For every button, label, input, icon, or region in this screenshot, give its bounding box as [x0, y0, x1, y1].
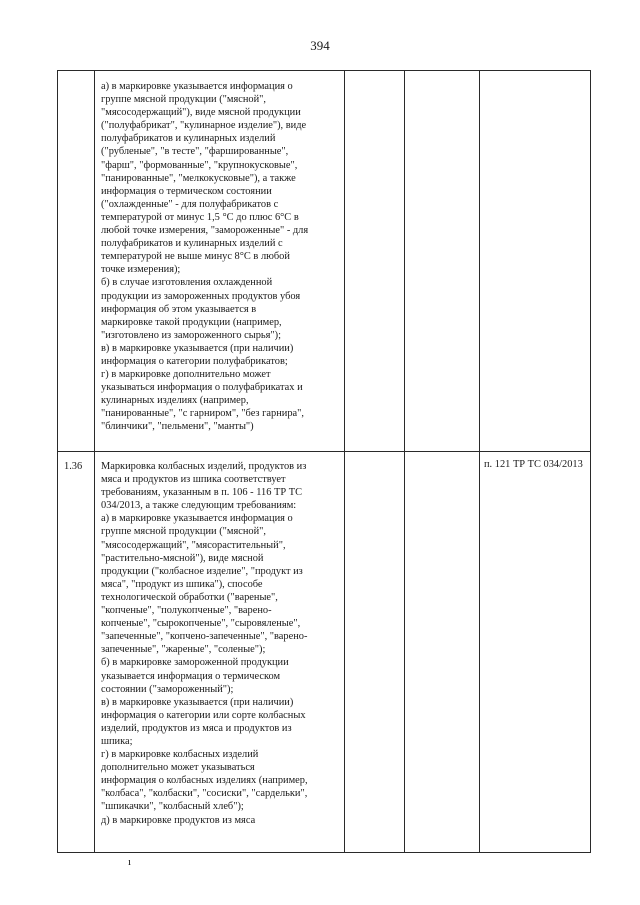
column-border-left [57, 70, 58, 853]
row-number: 1.36 [64, 461, 83, 472]
requirement-line: "фарш", "формованные", "крупнокусковые", [101, 159, 298, 171]
requirement-line: любой точке измерения, "замороженные" - для [101, 225, 309, 237]
requirement-line: информация об этом указывается в [101, 303, 257, 315]
requirement-line: температурой не выше минус 8°С в любой [101, 251, 290, 263]
reference-text: п. 121 ТР ТС 034/2013 [484, 459, 583, 470]
requirement-line: изделий, продуктов из мяса и продуктов из [101, 722, 292, 734]
requirement-line: "колбаса", "колбаски", "сосиски", "сардельки", [101, 788, 308, 800]
requirement-line: ("охлажденные" - для полуфабрикатов с [101, 198, 279, 210]
requirement-line: точке измерения); [101, 264, 181, 276]
requirement-text [101, 460, 308, 827]
footer-mark: ı [128, 856, 132, 868]
requirement-line: продукции ("колбасное изделие", "продукт из [101, 565, 303, 577]
table-bottom-border [57, 852, 591, 853]
requirement-line: мяса", "продукт из шпика"), способе [101, 578, 263, 590]
requirement-line: информация о термическом состоянии [101, 185, 272, 197]
requirement-line: 034/2013, а также следующим требованиям: [101, 500, 297, 512]
requirement-line: в) в маркировке указывается (при наличии) [101, 342, 294, 354]
requirement-line: дополнительно может указываться [101, 762, 255, 774]
requirement-line: указывается информация о термическом [101, 670, 281, 682]
requirement-line: полуфабрикатов и кулинарных изделий [101, 133, 276, 145]
requirement-line: "мясосодержащий"), виде мясной продукции [101, 107, 301, 119]
requirement-line: ("рубленые", "в тесте", "фаршированные", [101, 146, 289, 158]
requirement-line: "блинчики", "пельмени", "манты") [101, 421, 254, 433]
requirement-line: маркировке такой продукции (например, [101, 316, 282, 328]
requirement-line: запеченные", "жареные", "соленые"); [101, 644, 266, 656]
column-border-2 [344, 70, 345, 853]
requirement-line: г) в маркировке дополнительно может [101, 369, 271, 381]
requirement-line: "растительно-мясной"), виде мясной [101, 552, 264, 564]
column-border-1 [94, 70, 95, 853]
requirement-line: "запеченные", "копчено-запеченные", "варено- [101, 631, 308, 643]
column-border-4 [479, 70, 480, 853]
requirement-line: полуфабрикатов и кулинарных изделий с [101, 238, 283, 250]
requirement-line: копченые", "сырокопченые", "сыровяленые", [101, 618, 301, 630]
requirement-line: "панированные", "мелкокусковые"), а также [101, 172, 296, 184]
requirement-line: информация о категории полуфабрикатов; [101, 355, 288, 367]
requirement-line: "панированные", "с гарниром", "без гарнира", [101, 408, 304, 420]
requirement-line: требованиям, указанным в п. 106 - 116 ТР ТС [101, 487, 302, 499]
requirement-line: группе мясной продукции ("мясной", [101, 94, 267, 106]
requirement-line: продукции из замороженных продуктов убоя [101, 290, 301, 302]
column-border-right [590, 70, 591, 853]
requirement-line: информация о колбасных изделиях (например, [101, 775, 308, 787]
requirement-line: ("полуфабрикат", "кулинарное изделие"), виде [101, 120, 307, 132]
requirement-line: группе мясной продукции ("мясной", [101, 526, 267, 538]
requirement-line: "копченые", "полукопченые", "варено- [101, 605, 272, 617]
requirement-line: состоянии ("замороженный"); [101, 683, 234, 695]
requirement-text [101, 80, 308, 434]
column-border-3 [404, 70, 405, 853]
requirement-line: д) в маркировке продуктов из мяса [101, 814, 256, 826]
requirement-line: кулинарных изделиях (например, [101, 395, 249, 407]
requirement-line: в) в маркировке указывается (при наличии) [101, 696, 294, 708]
requirement-line: мяса и продуктов из шпика соответствует [101, 474, 286, 486]
requirement-line: а) в маркировке указывается информация о [101, 513, 293, 525]
requirement-line: Маркировка колбасных изделий, продуктов из [101, 461, 307, 472]
requirement-line: а) в маркировке указывается информация о [101, 81, 293, 92]
row-divider [57, 451, 591, 452]
requirement-line: указываться информация о полуфабрикатах и [101, 382, 303, 394]
requirement-line: шпика; [101, 735, 133, 747]
requirement-line: б) в случае изготовления охлажденной [101, 277, 273, 289]
requirement-line: технологической обработки ("вареные", [101, 591, 278, 603]
requirement-line: б) в маркировке замороженной продукции [101, 657, 289, 669]
table-top-border [57, 70, 591, 71]
requirement-line: г) в маркировке колбасных изделий [101, 749, 259, 761]
requirement-line: "изготовлено из замороженного сырья"); [101, 329, 282, 341]
requirement-line: "шпикачки", "колбасный хлеб"); [101, 801, 244, 813]
page-number: 394 [310, 38, 330, 53]
requirement-line: информация о категории или сорте колбасных [101, 709, 306, 721]
requirement-line: температурой от минус 1,5 °С до плюс 6°С в [101, 211, 299, 223]
requirement-line: "мясосодержащий", "мясорастительный", [101, 539, 286, 551]
